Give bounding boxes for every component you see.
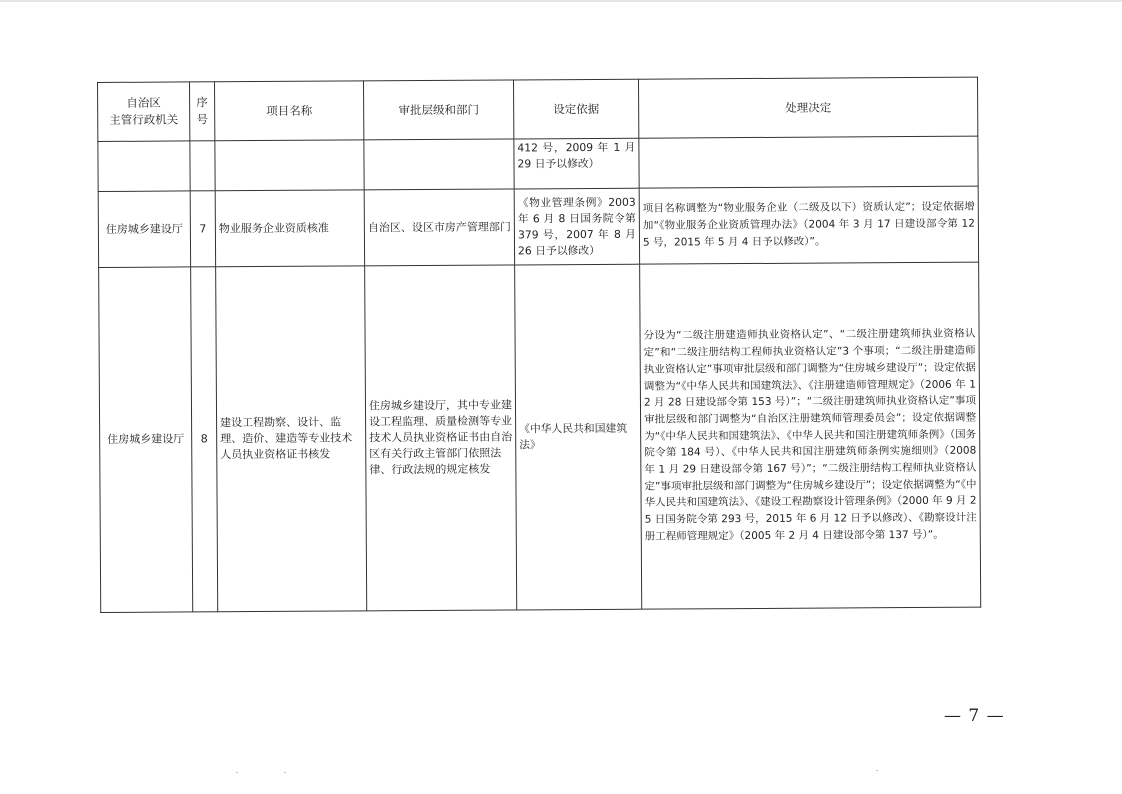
header-item-name: 项目名称 bbox=[215, 81, 364, 141]
row-item-name: 建设工程勘察、设计、监理、造价、建造等专业技术人员执业资格证书核发 bbox=[216, 266, 367, 612]
table-row bbox=[98, 186, 978, 267]
row-approval-level: 自治区、设区市房产管理部门 bbox=[364, 189, 514, 266]
row-approval-level: 住房城乡建设厅，其中专业建设工程监理、质量检测等专业技术人员执业资格证书由自治区有关行政主管部门依照法律、行政法规的规定核发 bbox=[365, 265, 517, 611]
header-approval-level: 审批层级和部门 bbox=[363, 80, 513, 140]
row-item-name: 物业服务企业资质核准 bbox=[215, 190, 364, 267]
row-seq: 8 bbox=[191, 267, 218, 612]
row-decision: 项目名称调整为“物业服务企业（二级及以下）资质认定”；设定依据增加“《物业服务企业资质管理办法》（2004 年 3 月 17 日建设部令第 125 号，2015 年 5 月 4 日予以修改）”。 bbox=[639, 186, 978, 264]
header-decision: 处理决定 bbox=[638, 77, 977, 138]
table-row bbox=[98, 136, 978, 191]
row-approval-level bbox=[364, 139, 514, 190]
row-seq bbox=[190, 141, 215, 191]
row-authority bbox=[98, 141, 190, 192]
row-item-name bbox=[215, 140, 364, 191]
row-basis: 《中华人民共和国建筑法》 bbox=[515, 264, 642, 610]
top-edge bbox=[0, 0, 1122, 2]
approval-items-table bbox=[97, 77, 981, 613]
row-authority: 住房城乡建设厅 bbox=[99, 267, 193, 613]
scan-speck bbox=[284, 772, 286, 773]
row-basis: 《物业管理条例》2003 年 6 月 8 日国务院令第 379 号，2007 年 8 月 26 日予以修改） bbox=[514, 188, 639, 265]
scan-speck bbox=[236, 772, 238, 773]
row-authority: 住房城乡建设厅 bbox=[98, 191, 190, 268]
table-header-row bbox=[98, 77, 978, 141]
row-decision bbox=[639, 136, 978, 188]
table-row bbox=[99, 262, 981, 612]
row-basis: 412 号，2009 年 1 月 29 日予以修改） bbox=[514, 138, 639, 189]
scan-speck bbox=[876, 770, 878, 771]
row-seq: 7 bbox=[190, 191, 215, 267]
header-seq: 序 号 bbox=[190, 82, 215, 141]
header-basis: 设定依据 bbox=[513, 79, 638, 139]
page-number: — 7 — bbox=[944, 706, 1005, 726]
row-decision: 分设为“二级注册建造师执业资格认定”、“二级注册建筑师执业资格认定”和“二级注册结构工程师执业资格认定”3 个事项；“二级注册建造师执业资格认定”事项审批层级和部门调整为“住房城乡建设厅”；设定依据调整为“《中华人民共和国建筑法》、《注册建造师管理规定》（2006 年 12 月 28 日建设部令第 153 号）”；“二级注册建筑师执业资格认定”事项审批层级和部门调整为“自治区注册建筑师管理委员会”；设定依据调整为“《中华人民共和国建筑法》、《中华人民共和国注册建筑师条例》（国务院令第 184 号）、《中华人民共和国注册建筑师条例实施细则》（2008 年 1 月 29 日建设部令第 167 号）”；“二级注册结构工程师执业资格认定”事项审批层级和部门调整为“住房城乡建设厅”；设定依据调整为“《中华人民共和国建筑法》、《建设工程勘察设计管理条例》（2000 年 9 月 25 日国务院令第 293 号，2015 年 6 月 12 日予以修改）、《勘察设计注册工程师管理规定》（2005 年 2 月 4 日建设部令第 137 号）”。 bbox=[640, 262, 981, 609]
header-authority: 自治区 主管行政机关 bbox=[98, 82, 190, 142]
